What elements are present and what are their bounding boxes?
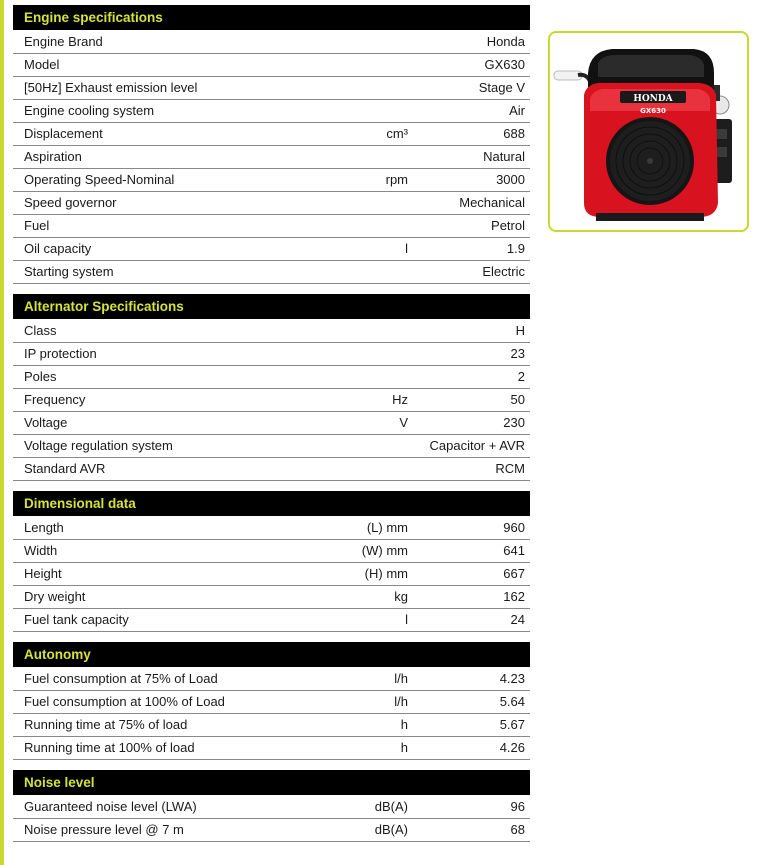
spec-label: Running time at 100% of load	[24, 740, 195, 755]
spec-value: Petrol	[491, 218, 525, 233]
spec-row	[13, 458, 530, 481]
spec-row	[13, 796, 530, 819]
spec-value: 3000	[496, 172, 525, 187]
spec-value: 24	[510, 612, 525, 627]
spec-label: Height	[24, 566, 62, 581]
spec-label: Fuel tank capacity	[24, 612, 129, 627]
spec-value: H	[515, 323, 525, 338]
spec-label: Width	[24, 543, 58, 558]
spec-unit: l/h	[394, 694, 408, 709]
spec-unit: dB(A)	[374, 822, 408, 837]
spec-unit: dB(A)	[374, 799, 408, 814]
spec-value: 2	[517, 369, 525, 384]
spec-label: Noise pressure level @ 7 m	[24, 822, 184, 837]
spec-label: IP protection	[24, 346, 97, 361]
engine-photo-frame	[548, 31, 749, 232]
spec-label: Starting system	[24, 264, 114, 279]
spec-unit	[288, 366, 415, 388]
spec-unit	[288, 343, 415, 365]
spec-row	[13, 146, 530, 169]
spec-unit: kg	[394, 589, 408, 604]
spec-value: 68	[510, 822, 525, 837]
section-title: Engine specifications	[13, 5, 530, 30]
spec-unit: (W) mm	[361, 543, 408, 558]
spec-label: Oil capacity	[24, 241, 92, 256]
spec-label: Running time at 75% of load	[24, 717, 188, 732]
spec-unit	[288, 320, 415, 342]
spec-value: GX630	[484, 57, 525, 72]
spec-unit	[288, 54, 415, 76]
spec-value: 641	[503, 543, 525, 558]
spec-row	[13, 343, 530, 366]
spec-value: RCM	[495, 461, 525, 476]
spec-value: Electric	[482, 264, 525, 279]
spec-row	[13, 412, 530, 435]
spec-value: 5.64	[499, 694, 525, 709]
spec-row	[13, 389, 530, 412]
spec-label: Dry weight	[24, 589, 86, 604]
spec-row	[13, 238, 530, 261]
spec-row	[13, 215, 530, 238]
spec-unit	[288, 435, 415, 457]
spec-row	[13, 169, 530, 192]
spec-label: Model	[24, 57, 60, 72]
section-title: Alternator Specifications	[13, 294, 530, 319]
left-accent-bar	[0, 0, 4, 865]
spec-label: Frequency	[24, 392, 86, 407]
spec-row	[13, 54, 530, 77]
spec-row	[13, 261, 530, 284]
spec-unit: Hz	[392, 392, 408, 407]
spec-row	[13, 123, 530, 146]
spec-row	[13, 668, 530, 691]
spec-label: Voltage regulation system	[24, 438, 173, 453]
section-engine-specifications	[13, 5, 530, 284]
spec-unit: (H) mm	[364, 566, 408, 581]
spec-row	[13, 737, 530, 760]
spec-row	[13, 77, 530, 100]
spec-value: Natural	[483, 149, 525, 164]
spec-sheet	[13, 5, 530, 852]
spec-unit	[288, 261, 415, 283]
spec-label: Poles	[24, 369, 57, 384]
spec-unit: l	[405, 241, 408, 256]
spec-unit	[288, 100, 415, 122]
spec-label: Fuel	[24, 218, 50, 233]
spec-label: Voltage	[24, 415, 68, 430]
spec-label: Displacement	[24, 126, 103, 141]
spec-value: Capacitor + AVR	[429, 438, 525, 453]
spec-unit	[288, 192, 415, 214]
spec-row	[13, 192, 530, 215]
spec-value: 162	[503, 589, 525, 604]
spec-label: Aspiration	[24, 149, 82, 164]
section-title: Dimensional data	[13, 491, 530, 516]
spec-row	[13, 366, 530, 389]
spec-label: Length	[24, 520, 64, 535]
spec-unit: cm³	[386, 126, 408, 141]
spec-unit: V	[399, 415, 408, 430]
engine-brand-logo: HONDA	[633, 94, 673, 104]
spec-value: 1.9	[506, 241, 525, 256]
spec-value: Air	[509, 103, 525, 118]
spec-unit	[288, 458, 415, 480]
section-title: Noise level	[13, 770, 530, 795]
spec-row	[13, 586, 530, 609]
section-dimensional-data	[13, 491, 530, 632]
spec-row	[13, 540, 530, 563]
spec-value: 5.67	[499, 717, 525, 732]
spec-value: Mechanical	[459, 195, 525, 210]
spec-row	[13, 31, 530, 54]
spec-unit: h	[400, 717, 408, 732]
spec-label: Standard AVR	[24, 461, 106, 476]
spec-row	[13, 609, 530, 632]
spec-unit	[288, 31, 415, 53]
spec-label: Fuel consumption at 75% of Load	[24, 671, 218, 686]
spec-unit	[288, 77, 415, 99]
spec-label: Operating Speed-Nominal	[24, 172, 175, 187]
engine-model-label: GX630	[640, 107, 666, 115]
spec-value: 4.23	[499, 671, 525, 686]
spec-value: 230	[503, 415, 525, 430]
spec-unit	[288, 146, 415, 168]
spec-unit: h	[400, 740, 408, 755]
spec-label: Engine cooling system	[24, 103, 155, 118]
spec-unit: l/h	[394, 671, 408, 686]
spec-value: 23	[510, 346, 525, 361]
spec-label: Fuel consumption at 100% of Load	[24, 694, 225, 709]
spec-unit: l	[405, 612, 408, 627]
section-noise-level	[13, 770, 530, 842]
spec-value: 960	[503, 520, 525, 535]
spec-row	[13, 320, 530, 343]
spec-value: 667	[503, 566, 525, 581]
spec-label: Class	[24, 323, 57, 338]
section-title: Autonomy	[13, 642, 530, 667]
spec-unit: (L) mm	[366, 520, 408, 535]
spec-row	[13, 100, 530, 123]
spec-value: 50	[510, 392, 525, 407]
spec-value: 688	[503, 126, 525, 141]
spec-row	[13, 435, 530, 458]
spec-row	[13, 517, 530, 540]
spec-value: 96	[510, 799, 525, 814]
spec-label: Speed governor	[24, 195, 117, 210]
section-alternator-specifications	[13, 294, 530, 481]
spec-row	[13, 691, 530, 714]
spec-unit: rpm	[385, 172, 408, 187]
spec-row	[13, 819, 530, 842]
spec-label: [50Hz] Exhaust emission level	[24, 80, 198, 95]
section-autonomy	[13, 642, 530, 760]
spec-label: Guaranteed noise level (LWA)	[24, 799, 197, 814]
spec-value: 4.26	[499, 740, 525, 755]
spec-row	[13, 563, 530, 586]
engine-image	[550, 33, 747, 230]
spec-label: Engine Brand	[24, 34, 103, 49]
spec-value: Honda	[486, 34, 525, 49]
spec-row	[13, 714, 530, 737]
spec-value: Stage V	[478, 80, 525, 95]
spec-unit	[288, 215, 415, 237]
